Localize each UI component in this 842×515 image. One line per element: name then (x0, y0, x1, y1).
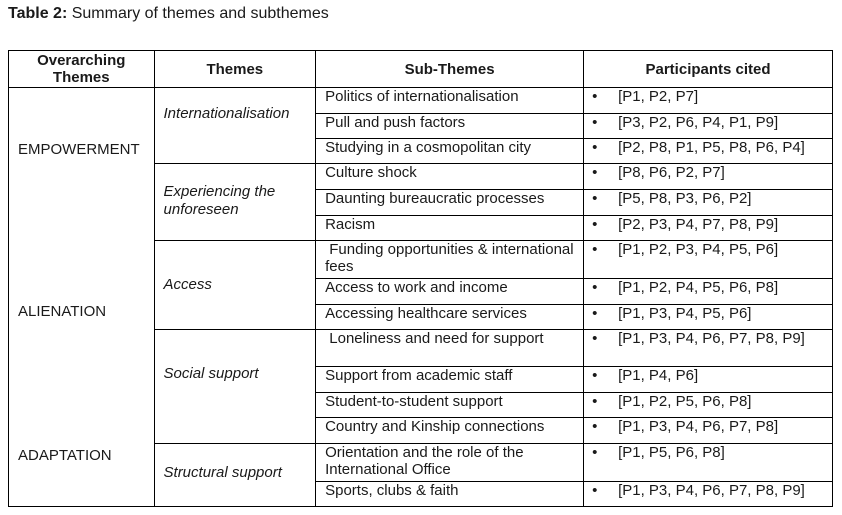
table-row (9, 367, 833, 393)
header-themes: Themes (154, 51, 316, 88)
sub-theme: Access to work and income (316, 279, 584, 305)
sub-theme: Culture shock (316, 164, 584, 190)
header-row (9, 51, 833, 88)
table-row (9, 164, 833, 190)
overarching-cell (9, 279, 155, 305)
table-row (9, 418, 833, 444)
participants-cited: • [P3, P2, P6, P4, P1, P9] (584, 114, 833, 139)
bullet-icon: • (592, 88, 598, 105)
overarching-cell (9, 393, 155, 418)
table-row (9, 279, 833, 305)
overarching-cell (9, 418, 155, 444)
sub-theme: Politics of internationalisation (316, 88, 584, 114)
overarching-adaptation: ADAPTATION (18, 447, 112, 464)
bullet-icon: • (592, 330, 598, 347)
table-row (9, 216, 833, 241)
overarching-cell (9, 114, 155, 139)
overarching-cell (9, 190, 155, 216)
bullet-icon: • (592, 444, 598, 461)
participants-cited: • [P1, P2, P5, P6, P8] (584, 393, 833, 418)
header-overarching-themes: Overarching Themes (9, 51, 155, 88)
themes-table (8, 50, 833, 507)
sub-theme: Pull and push factors (316, 114, 584, 139)
table-row (9, 190, 833, 216)
table-row (9, 330, 833, 367)
participants-cited: • [P1, P2, P3, P4, P5, P6] (584, 241, 833, 279)
participants-cited: • [P1, P4, P6] (584, 367, 833, 393)
table-row (9, 393, 833, 418)
table-row (9, 88, 833, 114)
table-caption (8, 4, 329, 24)
sub-theme: Accessing healthcare services (316, 305, 584, 330)
sub-theme: Funding opportunities & international fees (316, 241, 584, 279)
theme-internationalisation: Internationalisation (154, 88, 316, 164)
participants-cited: • [P5, P8, P3, P6, P2] (584, 190, 833, 216)
header-participants-cited: Participants cited (584, 51, 833, 88)
bullet-icon: • (592, 418, 598, 435)
participants-cited: • [P1, P2, P7] (584, 88, 833, 114)
participants-cited: • [P2, P3, P4, P7, P8, P9] (584, 216, 833, 241)
participants-cited: • [P1, P3, P4, P6, P7, P8, P9] (584, 330, 833, 367)
overarching-cell (9, 241, 155, 279)
theme-structural-support: Structural support (154, 444, 316, 507)
participants-cited: • [P1, P3, P4, P6, P7, P8, P9] (584, 482, 833, 507)
sub-theme: Daunting bureaucratic processes (316, 190, 584, 216)
bullet-icon: • (592, 393, 598, 410)
overarching-cell (9, 330, 155, 367)
overarching-cell (9, 482, 155, 507)
overarching-cell (9, 216, 155, 241)
bullet-icon: • (592, 367, 598, 384)
sub-theme: Studying in a cosmopolitan city (316, 139, 584, 164)
participants-cited: • [P8, P6, P2, P7] (584, 164, 833, 190)
participants-cited: • [P1, P5, P6, P8] (584, 444, 833, 482)
theme-experiencing-the-unforeseen: Experiencing the unforeseen (154, 164, 316, 241)
sub-theme: Racism (316, 216, 584, 241)
bullet-icon: • (592, 241, 598, 258)
sub-theme: Country and Kinship connections (316, 418, 584, 444)
overarching-cell (9, 164, 155, 190)
bullet-icon: • (592, 279, 598, 296)
sub-theme: Loneliness and need for support (316, 330, 584, 367)
table-row (9, 482, 833, 507)
theme-access: Access (154, 241, 316, 330)
bullet-icon: • (592, 164, 598, 181)
table-row (9, 114, 833, 139)
overarching-alienation: ALIENATION (18, 303, 107, 320)
sub-theme: Orientation and the role of the International Office (316, 444, 584, 482)
table-row (9, 241, 833, 279)
bullet-icon: • (592, 216, 598, 233)
bullet-icon: • (592, 190, 598, 207)
sub-theme: Support from academic staff (316, 367, 584, 393)
overarching-cell (9, 367, 155, 393)
table-caption-label: Table 2: (8, 5, 68, 22)
participants-cited: • [P2, P8, P1, P5, P8, P6, P4] (584, 139, 833, 164)
table-caption-text: Summary of themes and subthemes (71, 5, 329, 22)
bullet-icon: • (592, 482, 598, 499)
table-row (9, 444, 833, 482)
header-sub-themes: Sub-Themes (316, 51, 584, 88)
overarching-cell (9, 88, 155, 114)
participants-cited: • [P1, P2, P4, P5, P6, P8] (584, 279, 833, 305)
participants-cited: • [P1, P3, P4, P5, P6] (584, 305, 833, 330)
participants-cited: • [P1, P3, P4, P6, P7, P8] (584, 418, 833, 444)
sub-theme: Student-to-student support (316, 393, 584, 418)
bullet-icon: • (592, 139, 598, 156)
sub-theme: Sports, clubs & faith (316, 482, 584, 507)
table-row (9, 305, 833, 330)
theme-social-support: Social support (154, 330, 316, 444)
bullet-icon: • (592, 305, 598, 322)
bullet-icon: • (592, 114, 598, 131)
overarching-empowerment: EMPOWERMENT (18, 141, 140, 158)
